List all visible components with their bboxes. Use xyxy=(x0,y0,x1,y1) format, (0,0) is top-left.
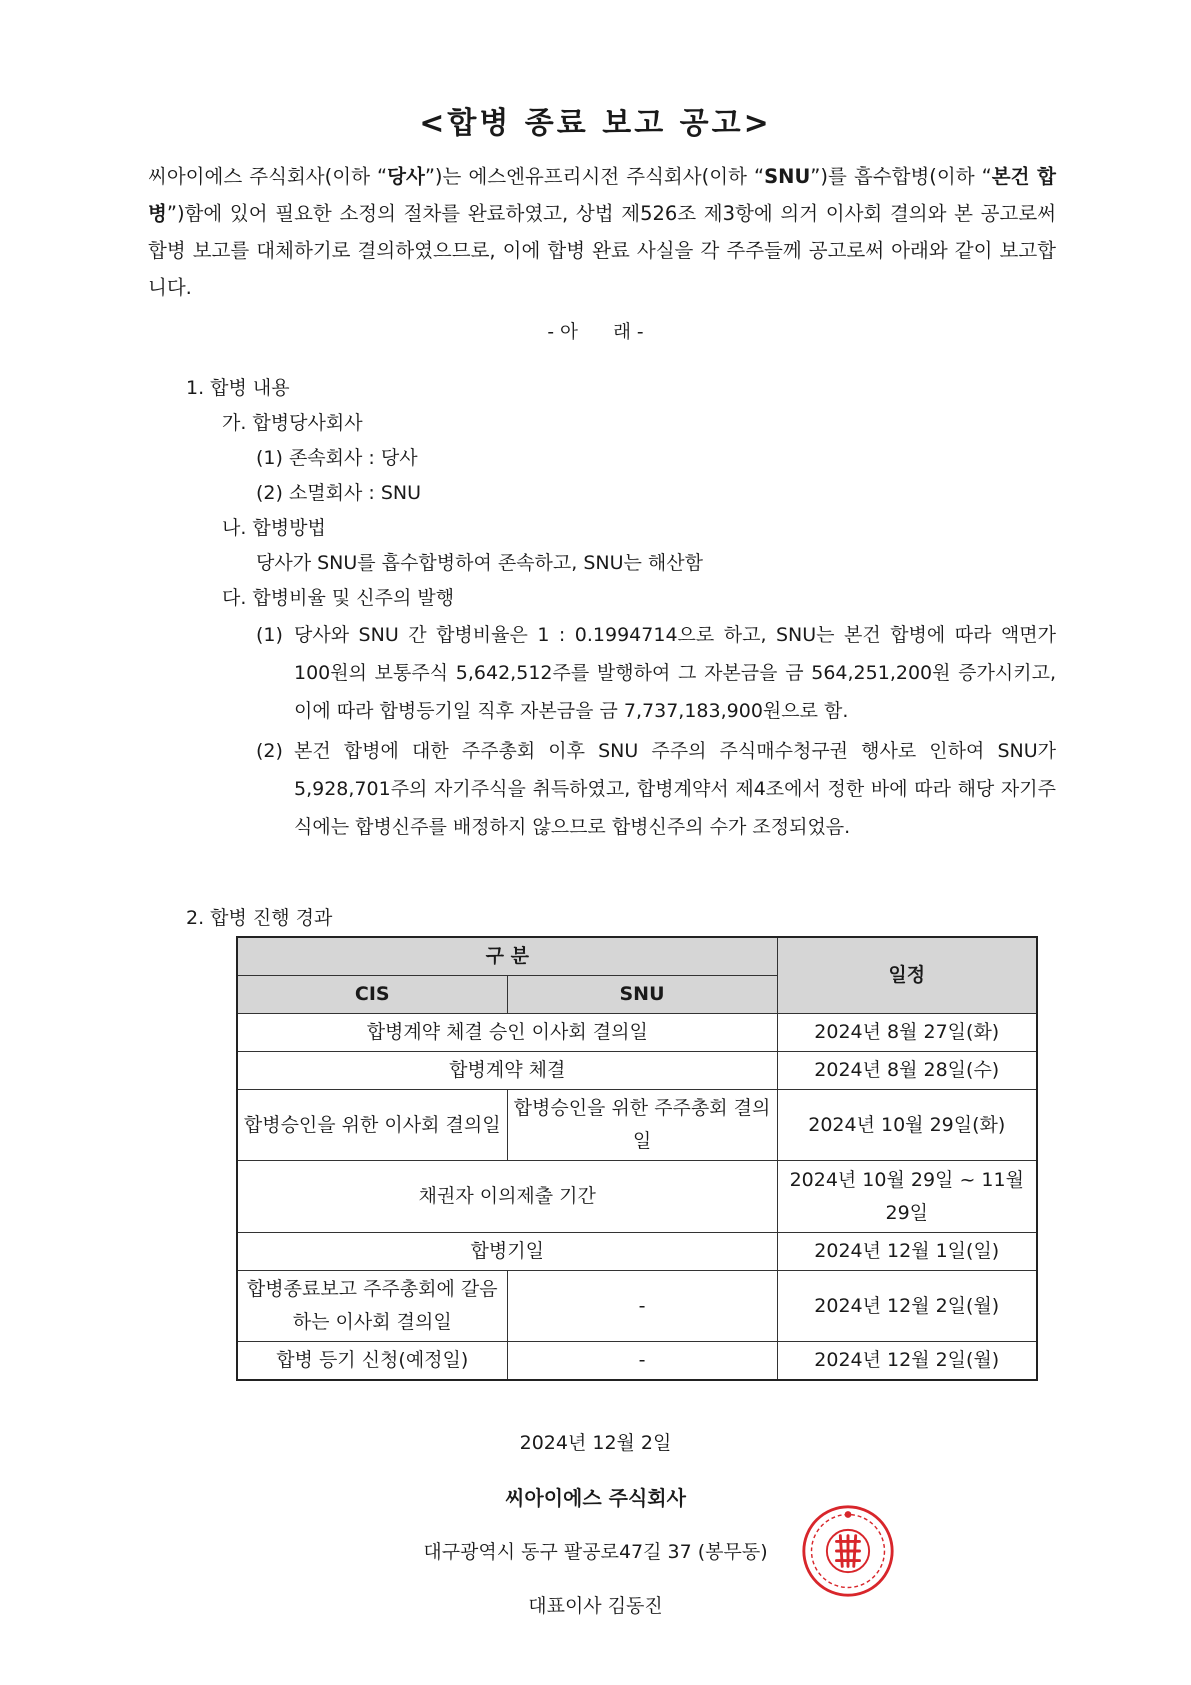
table-row xyxy=(237,1271,1037,1342)
company-name: 씨아이에스 주식회사 xyxy=(505,1486,686,1510)
seal-graphic xyxy=(804,1507,892,1595)
section-2-heading: 2. 합병 진행 경과 xyxy=(186,907,333,929)
row-cis: 합병 등기 신청(예정일) xyxy=(237,1342,507,1381)
row-date: 2024년 12월 2일(월) xyxy=(777,1271,1037,1342)
merger-schedule-table xyxy=(236,936,1038,1381)
item-da-1 xyxy=(256,616,1056,730)
intro-text-4: ”)함에 있어 필요한 소정의 절차를 완료하였고, 상법 제526조 제3항에 의거 이사회 결의와 본 공고로써 합병 보고를 대체하기로 결의하였으므로, 이에 합병 완료 사실을 각 주주들께 공고로써 아래와 같이 보고합니다. xyxy=(148,202,1056,299)
item-na-heading: 나. 합병방법 xyxy=(222,517,326,539)
table-row xyxy=(237,1014,1037,1052)
item-ga-1: (1) 존속회사 : 당사 xyxy=(256,447,418,469)
row-label: 합병계약 체결 xyxy=(237,1052,777,1090)
row-date: 2024년 10월 29일 ~ 11월 29일 xyxy=(777,1161,1037,1233)
row-date: 2024년 8월 28일(수) xyxy=(777,1052,1037,1090)
header-schedule: 일정 xyxy=(777,937,1037,1014)
intro-term-company: 당사 xyxy=(387,165,425,188)
table-row xyxy=(237,1233,1037,1271)
intro-term-merger: 본건 합병 xyxy=(148,165,1056,225)
row-date: 2024년 12월 1일(일) xyxy=(777,1233,1037,1271)
intro-term-snu: SNU xyxy=(764,165,811,188)
row-snu: - xyxy=(507,1342,777,1381)
ceo-name: 대표이사 김동진 xyxy=(528,1595,663,1617)
item-da-1-number: (1) xyxy=(256,624,283,646)
row-label: 합병기일 xyxy=(237,1233,777,1271)
table-header-row xyxy=(237,937,1037,976)
item-da-heading: 다. 합병비율 및 신주의 발행 xyxy=(222,587,455,609)
row-date: 2024년 10월 29일(화) xyxy=(777,1090,1037,1161)
table-row xyxy=(237,1052,1037,1090)
item-da-2-number: (2) xyxy=(256,740,283,762)
table-row xyxy=(237,1090,1037,1161)
row-snu: 합병승인을 위한 주주총회 결의일 xyxy=(507,1090,777,1161)
notice-date: 2024년 12월 2일 xyxy=(519,1432,672,1454)
row-date: 2024년 8월 27일(화) xyxy=(777,1014,1037,1052)
row-label: 채권자 이의제출 기간 xyxy=(237,1161,777,1233)
item-da-1-text: 당사와 SNU 간 합병비율은 1 : 0.1994714으로 하고, SNU는 본건 합병에 따라 액면가 100원의 보통주식 5,642,512주를 발행하여 그 자본금을 금 564,251,200원 증가시키고, 이에 따라 합병등기일 직후 자본금을 금 7,737,183,900원으로 함. xyxy=(294,624,1056,722)
header-snu: SNU xyxy=(507,976,777,1014)
table-row xyxy=(237,1161,1037,1233)
seal-dot xyxy=(845,1511,852,1518)
intro-text-1: 씨아이에스 주식회사(이하 “ xyxy=(148,165,388,188)
item-ga-2: (2) 소멸회사 : SNU xyxy=(256,482,422,504)
company-seal-icon xyxy=(800,1503,896,1599)
item-da-2-text: 본건 합병에 대한 주주총회 이후 SNU 주주의 주식매수청구권 행사로 인하여 SNU가 5,928,701주의 자기주식을 취득하였고, 합병계약서 제4조에서 정한 바에 따라 해당 자기주식에는 합병신주를 배정하지 않으므로 합병신주의 수가 조정되었음. xyxy=(294,740,1056,838)
header-category: 구 분 xyxy=(237,937,777,976)
item-da-2 xyxy=(256,732,1056,846)
seal-center-mark xyxy=(836,1536,859,1567)
row-snu: - xyxy=(507,1271,777,1342)
section-1-heading: 1. 합병 내용 xyxy=(186,377,290,399)
row-date: 2024년 12월 2일(월) xyxy=(777,1342,1037,1381)
table-row xyxy=(237,1342,1037,1381)
intro-text-2: ”)는 에스엔유프리시전 주식회사(이하 “ xyxy=(424,165,765,188)
page-title: <합병 종료 보고 공고> xyxy=(419,106,772,141)
row-cis: 합병종료보고 주주총회에 갈음하는 이사회 결의일 xyxy=(237,1271,507,1342)
intro-text-3: ”)를 흡수합병(이하 “ xyxy=(810,165,992,188)
row-label: 합병계약 체결 승인 이사회 결의일 xyxy=(237,1014,777,1052)
header-cis: CIS xyxy=(237,976,507,1014)
item-ga-heading: 가. 합병당사회사 xyxy=(222,412,363,434)
row-cis: 합병승인을 위한 이사회 결의일 xyxy=(237,1090,507,1161)
company-address: 대구광역시 동구 팔공로47길 37 (봉무동) xyxy=(423,1541,768,1563)
item-na-text: 당사가 SNU를 흡수합병하여 존속하고, SNU는 해산함 xyxy=(256,552,703,574)
below-marker: - 아 래 - xyxy=(547,322,644,343)
intro-paragraph xyxy=(148,158,1056,306)
